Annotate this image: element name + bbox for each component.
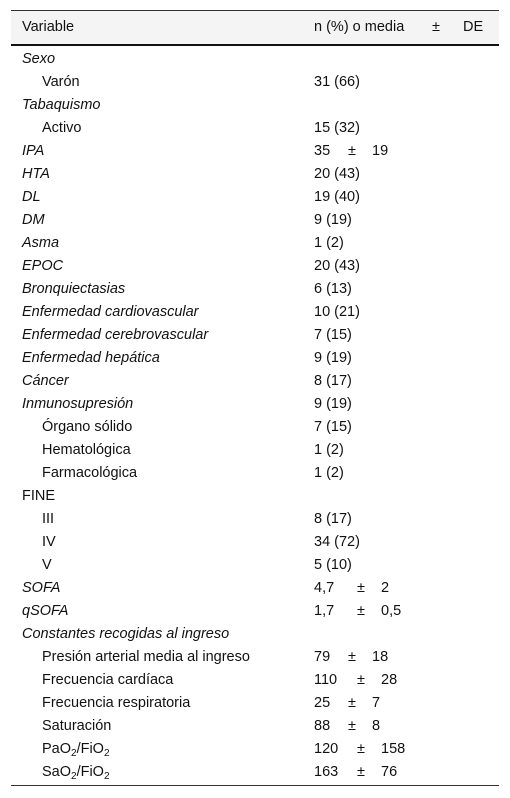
row-label: III — [42, 511, 55, 527]
row-value: 6 (13) — [314, 281, 352, 297]
row-sd: 76 — [381, 764, 398, 780]
table-row — [11, 48, 499, 71]
table-row — [11, 117, 499, 140]
row-value: 20 (43) — [314, 166, 360, 182]
row-label: Presión arterial media al ingreso — [42, 649, 250, 665]
row-label: Órgano sólido — [42, 419, 133, 435]
row-label: Enfermedad hepática — [22, 350, 160, 366]
row-label: DM — [22, 212, 45, 228]
row-label: Asma — [22, 235, 60, 251]
table-row — [11, 715, 499, 738]
row-mean: 79 — [314, 649, 331, 665]
row-mean: 25 — [314, 695, 331, 711]
row-plusminus: ± — [348, 718, 356, 734]
row-plusminus: ± — [348, 143, 356, 159]
table-body — [11, 46, 499, 784]
table-row — [11, 738, 499, 761]
row-value: 9 (19) — [314, 212, 352, 228]
row-label: Enfermedad cardiovascular — [22, 304, 199, 320]
label-part: 2 — [103, 771, 110, 782]
table-row — [11, 692, 499, 715]
row-value: 7 (15) — [314, 419, 352, 435]
table-row — [11, 94, 499, 117]
row-mean: 163 — [314, 764, 339, 780]
row-value: 1 (2) — [314, 442, 344, 458]
row-label: HTA — [22, 166, 50, 182]
table-row — [11, 416, 499, 439]
row-sd: 28 — [381, 672, 398, 688]
row-plusminus: ± — [357, 672, 365, 688]
row-plusminus: ± — [348, 695, 356, 711]
label-part: 2 — [71, 771, 77, 782]
row-value: 8 (17) — [314, 373, 352, 389]
row-sd: 2 — [381, 580, 390, 596]
table-row — [11, 347, 499, 370]
table-row — [11, 140, 499, 163]
row-plusminus: ± — [348, 649, 356, 665]
row-value: 1 (2) — [314, 235, 344, 251]
row-sd: 7 — [372, 695, 381, 711]
row-mean: 88 — [314, 718, 331, 734]
row-mean: 1,7 — [314, 603, 335, 619]
label-part: SaO — [42, 764, 72, 780]
label-part: /FiO — [76, 764, 104, 780]
row-plusminus: ± — [357, 764, 365, 780]
table-row — [11, 554, 499, 577]
table-row — [11, 301, 499, 324]
row-label: Tabaquismo — [22, 97, 101, 113]
row-sd: 0,5 — [381, 603, 402, 619]
header-de: DE — [463, 19, 484, 35]
row-mean: 120 — [314, 741, 339, 757]
table-row — [11, 232, 499, 255]
row-mean: 4,7 — [314, 580, 335, 596]
row-value: 10 (21) — [314, 304, 360, 320]
row-label — [42, 761, 110, 784]
data-table — [11, 10, 499, 784]
table-row — [11, 761, 499, 784]
row-label: Varón — [42, 74, 80, 90]
row-label: Sexo — [22, 51, 56, 67]
table-row — [11, 577, 499, 600]
table-row — [11, 163, 499, 186]
row-value: 20 (43) — [314, 258, 360, 274]
row-label: FINE — [22, 488, 56, 504]
table-row — [11, 646, 499, 669]
header-plusminus: ± — [432, 19, 440, 35]
table-header — [11, 10, 499, 46]
row-value: 8 (17) — [314, 511, 352, 527]
table-row — [11, 623, 499, 646]
label-part: /FiO — [76, 741, 104, 757]
row-value: 9 (19) — [314, 350, 352, 366]
row-mean: 110 — [314, 672, 338, 688]
table-row — [11, 209, 499, 232]
table-bottom-rule — [11, 785, 499, 786]
row-label — [42, 738, 110, 761]
row-value: 34 (72) — [314, 534, 360, 550]
table-row — [11, 508, 499, 531]
table-row — [11, 370, 499, 393]
row-label: DL — [22, 189, 41, 205]
label-part: PaO — [42, 741, 72, 757]
row-value: 1 (2) — [314, 465, 344, 481]
table-row — [11, 324, 499, 347]
row-value: 5 (10) — [314, 557, 352, 573]
table-row — [11, 485, 499, 508]
table-row — [11, 393, 499, 416]
row-label: qSOFA — [22, 603, 69, 619]
row-value: 9 (19) — [314, 396, 352, 412]
row-label: Constantes recogidas al ingreso — [22, 626, 230, 642]
row-label: Frecuencia respiratoria — [42, 695, 191, 711]
row-sd: 19 — [372, 143, 389, 159]
table-row — [11, 186, 499, 209]
row-sd: 18 — [372, 649, 389, 665]
row-plusminus: ± — [357, 603, 365, 619]
label-part: 2 — [71, 748, 77, 759]
row-plusminus: ± — [357, 741, 365, 757]
row-label: Enfermedad cerebrovascular — [22, 327, 209, 343]
row-label: Saturación — [42, 718, 112, 734]
row-label: Farmacológica — [42, 465, 138, 481]
row-label: IV — [42, 534, 56, 550]
row-label: Inmunosupresión — [22, 396, 134, 412]
table-row — [11, 669, 499, 692]
header-variable: Variable — [22, 19, 75, 35]
row-label: Hematológica — [42, 442, 131, 458]
row-label: Cáncer — [22, 373, 69, 389]
row-label: Frecuencia cardíaca — [42, 672, 174, 688]
row-label: V — [42, 557, 52, 573]
table-row — [11, 531, 499, 554]
table-row — [11, 439, 499, 462]
label-part: 2 — [103, 748, 110, 759]
table-row — [11, 462, 499, 485]
row-value: 31 (66) — [314, 74, 360, 90]
row-label: Bronquiectasias — [22, 281, 126, 297]
row-mean: 35 — [314, 143, 331, 159]
row-label: Activo — [42, 120, 82, 136]
row-label: SOFA — [22, 580, 61, 596]
row-sd: 8 — [372, 718, 381, 734]
table-row — [11, 278, 499, 301]
row-value: 19 (40) — [314, 189, 360, 205]
row-sd: 158 — [381, 741, 406, 757]
row-value: 15 (32) — [314, 120, 360, 136]
header-n-pct-media: n (%) o media — [314, 19, 405, 35]
row-value: 7 (15) — [314, 327, 352, 343]
table-row — [11, 600, 499, 623]
row-plusminus: ± — [357, 580, 365, 596]
table-row — [11, 71, 499, 94]
table-row — [11, 255, 499, 278]
row-label: EPOC — [22, 258, 64, 274]
row-label: IPA — [22, 143, 45, 159]
